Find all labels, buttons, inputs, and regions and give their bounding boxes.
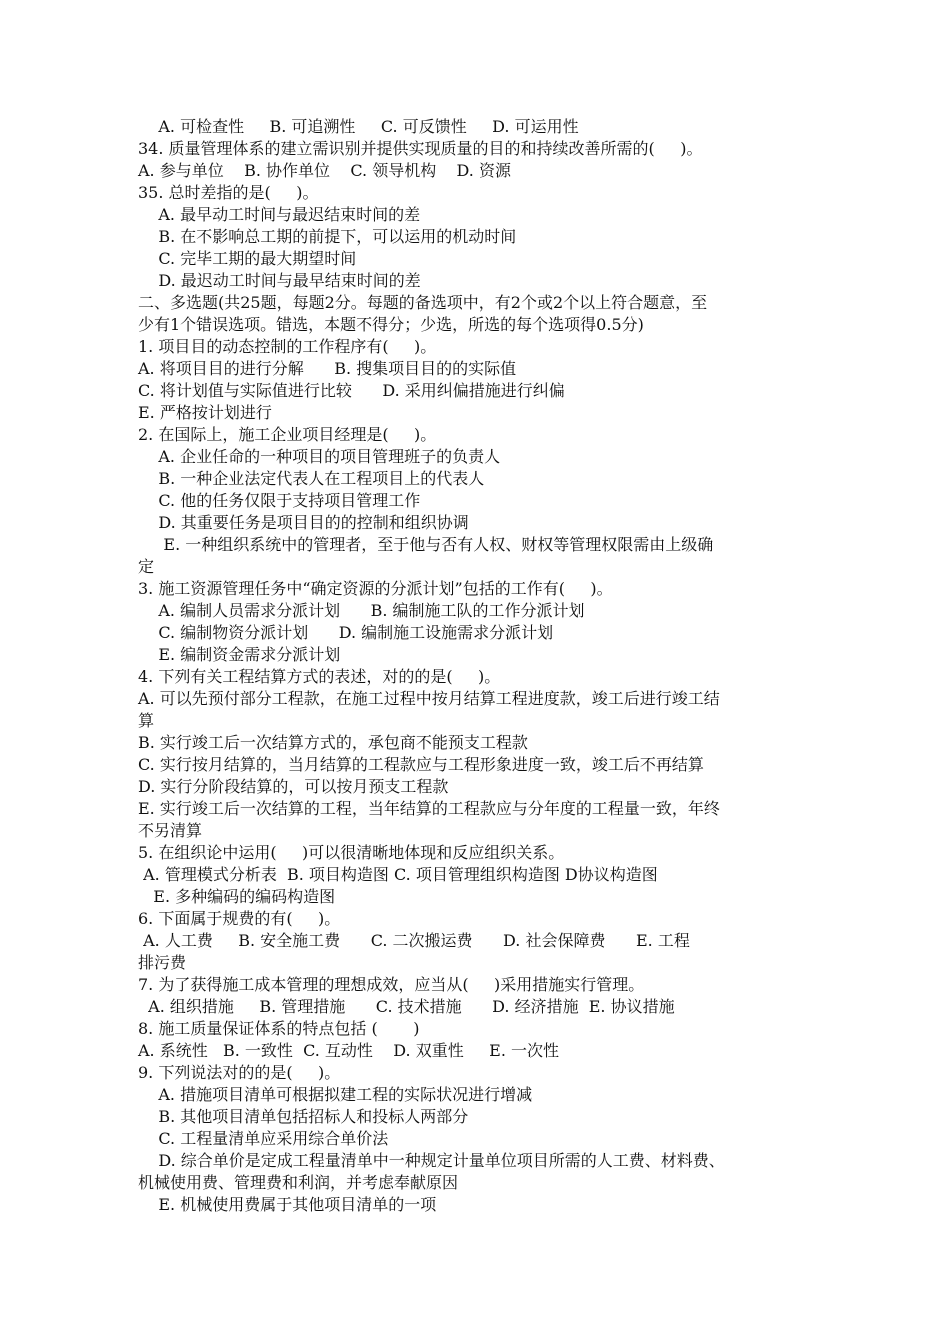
text-line: A. 参与单位 B. 协作单位 C. 领导机构 D. 资源 xyxy=(138,161,511,180)
text-line: C. 工程量清单应采用综合单价法 xyxy=(138,1129,389,1148)
text-line: A. 将项目目的进行分解 B. 搜集项目目的的实际值 xyxy=(138,359,517,378)
text-line: A. 管理模式分析表 B. 项目构造图 C. 项目管理组织构造图 D协议构造图 xyxy=(138,865,658,884)
text-line: A. 系统性 B. 一致性 C. 互动性 D. 双重性 E. 一次性 xyxy=(138,1041,559,1060)
text-line: 7. 为了获得施工成本管理的理想成效，应当从( )采用措施实行管理。 xyxy=(138,975,645,994)
text-line: 8. 施工质量保证体系的特点包括 ( ) xyxy=(138,1019,420,1038)
text-line: C. 他的任务仅限于支持项目管理工作 xyxy=(138,491,421,510)
text-line: 34. 质量管理体系的建立需识别并提供实现质量的目的和持续改善所需的( )。 xyxy=(138,139,703,158)
text-line: A. 人工费 B. 安全施工费 C. 二次搬运费 D. 社会保障费 E. 工程 xyxy=(138,931,690,950)
text-line: E. 编制资金需求分派计划 xyxy=(138,645,341,664)
text-line: B. 一种企业法定代表人在工程项目上的代表人 xyxy=(138,469,485,488)
text-line: 排污费 xyxy=(138,953,187,972)
text-line: C. 完毕工期的最大期望时间 xyxy=(138,249,357,268)
text-line: 9. 下列说法对的的是( )。 xyxy=(138,1063,341,1082)
text-line: 不另清算 xyxy=(138,821,203,840)
text-line: 二、多选题(共25题，每题2分。每题的备选项中，有2个或2个以上符合题意，至 xyxy=(138,293,708,312)
text-line: 算 xyxy=(138,711,155,730)
text-line: 2. 在国际上，施工企业项目经理是( )。 xyxy=(138,425,437,444)
text-line: B. 其他项目清单包括招标人和投标人两部分 xyxy=(138,1107,469,1126)
text-line: A. 组织措施 B. 管理措施 C. 技术措施 D. 经济措施 E. 协议措施 xyxy=(138,997,675,1016)
text-line: B. 在不影响总工期的前提下，可以运用的机动时间 xyxy=(138,227,517,246)
text-line: A. 措施项目清单可根据拟建工程的实际状况进行增减 xyxy=(138,1085,533,1104)
text-line: 定 xyxy=(138,557,155,576)
text-line: A. 企业任命的一种项目的项目管理班子的负责人 xyxy=(138,447,501,466)
text-line: D. 最迟动工时间与最早结束时间的差 xyxy=(138,271,421,290)
text-line: E. 机械使用费属于其他项目清单的一项 xyxy=(138,1195,437,1214)
text-line: 6. 下面属于规费的有( )。 xyxy=(138,909,341,928)
text-line: 4. 下列有关工程结算方式的表述，对的的是( )。 xyxy=(138,667,501,686)
text-line: C. 实行按月结算的，当月结算的工程款应与工程形象进度一致，竣工后不再结算 xyxy=(138,755,704,774)
text-line: A. 可检查性 B. 可追溯性 C. 可反馈性 D. 可运用性 xyxy=(138,117,579,136)
text-line: E. 实行竣工后一次结算的工程，当年结算的工程款应与分年度的工程量一致，年终 xyxy=(138,799,720,818)
text-line: E. 一种组织系统中的管理者，至于他与否有人权、财权等管理权限需由上级确 xyxy=(138,535,714,554)
text-line: C. 将计划值与实际值进行比较 D. 采用纠偏措施进行纠偏 xyxy=(138,381,565,400)
text-line: D. 其重要任务是项目目的的控制和组织协调 xyxy=(138,513,469,532)
text-line: A. 编制人员需求分派计划 B. 编制施工队的工作分派计划 xyxy=(138,601,585,620)
text-line: 机械使用费、管理费和利润，并考虑奉献原因 xyxy=(138,1173,459,1192)
text-line: A. 可以先预付部分工程款，在施工过程中按月结算工程进度款，竣工后进行竣工结 xyxy=(138,689,720,708)
text-line: 5. 在组织论中运用( )可以很清晰地体现和反应组织关系。 xyxy=(138,843,565,862)
text-line: 1. 项目目的动态控制的工作程序有( )。 xyxy=(138,337,437,356)
text-line: C. 编制物资分派计划 D. 编制施工设施需求分派计划 xyxy=(138,623,554,642)
text-line: B. 实行竣工后一次结算方式的，承包商不能预支工程款 xyxy=(138,733,528,752)
text-line: 3. 施工资源管理任务中“确定资源的分派计划”包括的工作有( )。 xyxy=(138,579,613,598)
text-line: 35. 总时差指的是( )。 xyxy=(138,183,319,202)
text-line: D. 实行分阶段结算的，可以按月预支工程款 xyxy=(138,777,449,796)
text-line: D. 综合单价是定成工程量清单中一种规定计量单位项目所需的人工费、材料费、 xyxy=(138,1151,725,1170)
text-line: 少有1个错误选项。错选，本题不得分；少选，所选的每个选项得0.5分) xyxy=(138,315,644,334)
text-line: E. 多种编码的编码构造图 xyxy=(138,887,336,906)
text-line: A. 最早动工时间与最迟结束时间的差 xyxy=(138,205,421,224)
text-line: E. 严格按计划进行 xyxy=(138,403,272,422)
